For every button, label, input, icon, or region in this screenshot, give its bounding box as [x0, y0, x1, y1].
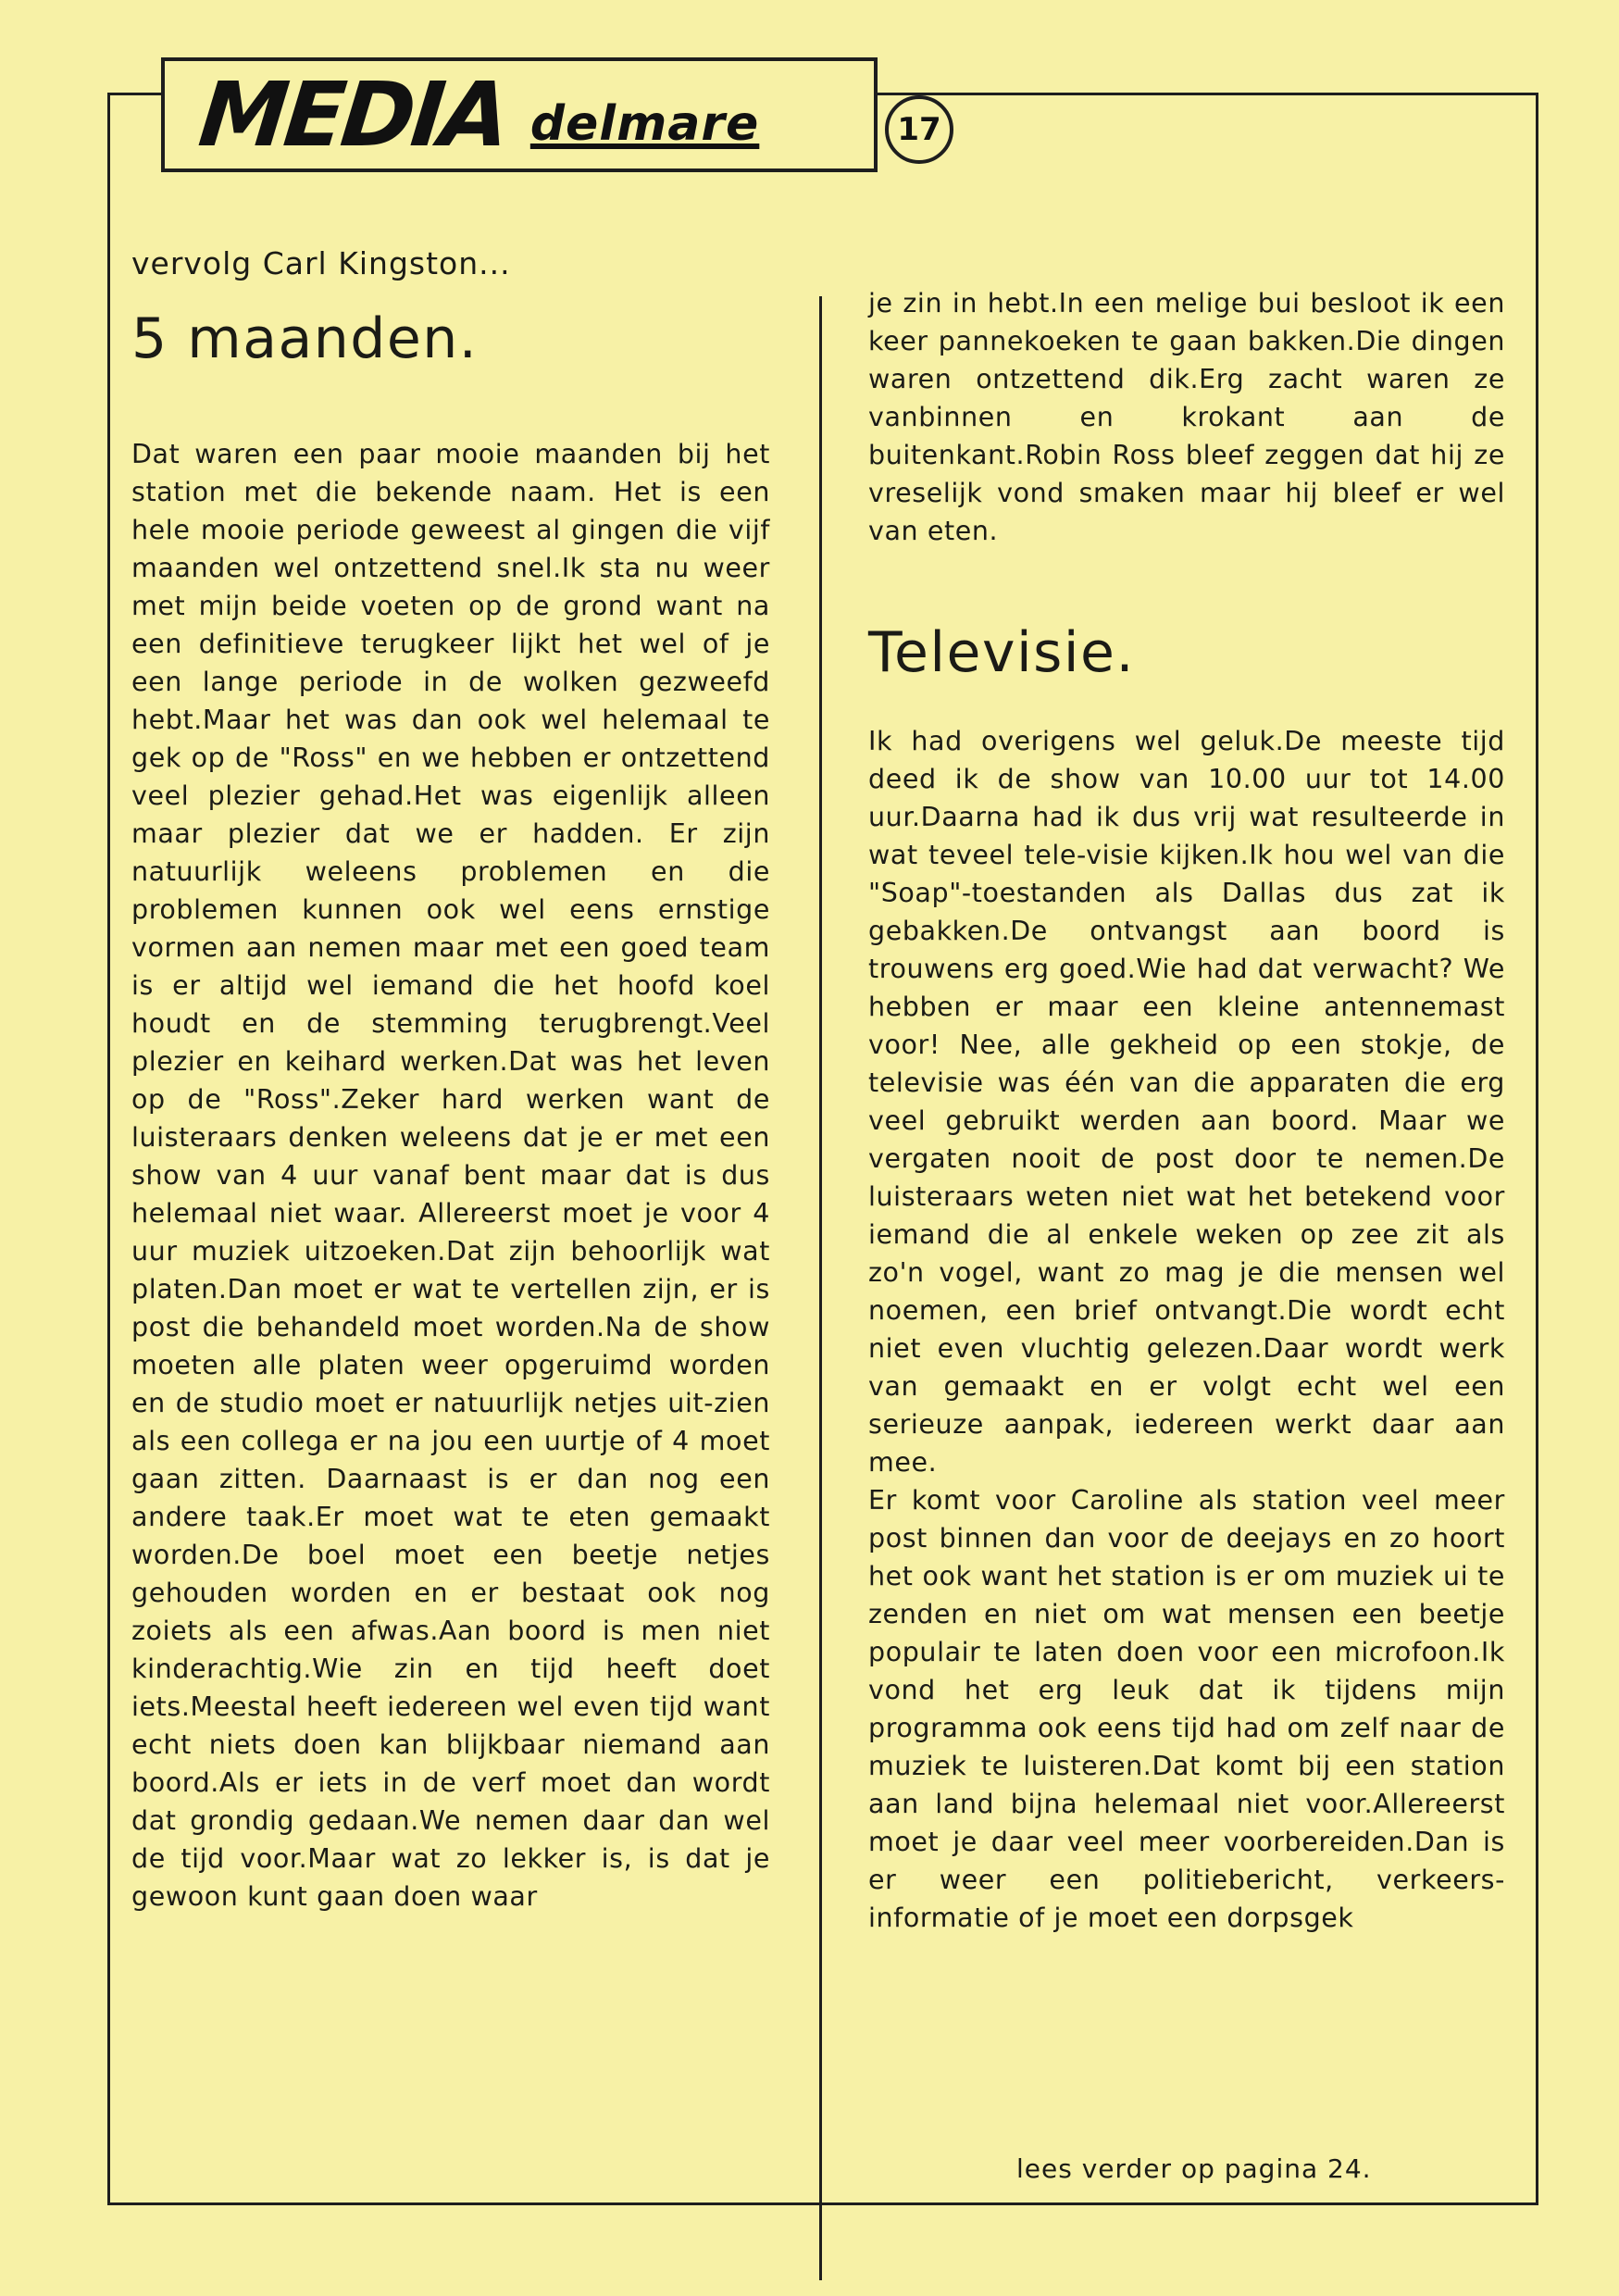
article-paragraph: je zin in hebt.In een melige bui besloot ik een keer pannekoeken te gaan bakken.Die dingen waren ontzettend dik.Erg zacht waren ze vanbinnen en krokant aan de buitenkant.Robin Ross bleef zeggen dat hij ze vreselijk vond smaken maar hij bleef er wel van eten.	[868, 288, 1505, 546]
masthead	[161, 57, 878, 172]
masthead-brand: MEDIA	[194, 63, 512, 167]
left-column	[131, 435, 770, 1915]
section-heading: Televisie.	[868, 620, 1136, 685]
masthead-subtitle: delmare	[529, 96, 760, 152]
article-paragraph: Dat waren een paar mooie maanden bij het station met die bekende naam. Het is een hele mooie periode geweest al gingen die vijf maanden wel ontzettend snel.Ik sta nu weer met mijn beide voeten op de grond want na een definitieve terugkeer lijkt het wel of je een lange periode in de wolken gezweefd hebt.Maar het was dan ook wel helemaal te gek op de "Ross" en we hebben er ontzettend veel plezier gehad.Het was eigenlijk alleen maar plezier dat we er hadden. Er zijn natuurlijk weleens problemen en die problemen kunnen ook wel eens ernstige vormen aan nemen maar met een goed team is er altijd wel iemand die het hoofd koel houdt en de stemming terugbrengt.Veel plezier en keihard werken.Dat was het leven op de "Ross".Zeker hard werken want de luisteraars denken weleens dat je er met een show van 4 uur vanaf bent maar dat is dus helemaal niet waar. Allereerst moet je voor 4 uur muziek uitzoeken.Dat zijn behoorlijk wat platen.Dan moet er wat te vertellen zijn, er is post die behandeld moet worden.Na de show moeten alle platen weer opgeruimd worden en de studio moet er natuurlijk netjes uit-zien als een collega er na jou een uurtje of 4 moet gaan zitten. Daarnaast is er dan nog een andere taak.Er moet wat te eten gemaakt worden.De boel moet een beetje netjes gehouden worden en er bestaat ook nog zoiets als een afwas.Aan boord is men niet kinderachtig.Wie zin en tijd heeft doet iets.Meestal heeft iedereen wel even tijd want echt niets doen kan blijkbaar niemand aan boord.Als er iets in de verf moet dan wordt dat grondig gedaan.We nemen daar dan wel de tijd voor.Maar wat zo lekker is, is dat je gewoon kunt gaan doen waar	[131, 439, 770, 1912]
article-heading: 5 maanden.	[131, 306, 479, 371]
article-paragraph: Ik had overigens wel geluk.De meeste tijd deed ik de show van 10.00 uur tot 14.00 uur.Daarna had ik dus vrij wat resulteerde in wat teveel tele-visie kijken.Ik hou wel van die "Soap"-toestanden als Dallas dus zat ik gebakken.De ontvangst aan boord is trouwens erg goed.Wie had dat verwacht? We hebben er maar een kleine antennemast voor! Nee, alle gekheid op een stokje, de televisie was één van die apparaten die erg veel gebruikt werden aan boord. Maar we vergaten nooit de post door te nemen.De luisteraars weten niet wat het betekend voor iemand die al enkele weken op zee zit als zo'n vogel, want zo mag je die mensen wel noemen, een brief ontvangt.Die wordt echt niet even vluchtig gelezen.Daar wordt werk van gemaakt en er volgt echt wel een serieuze aanpak, iedereen werkt daar aan mee.	[868, 726, 1505, 1478]
article-kicker: vervolg Carl Kingston...	[131, 245, 511, 281]
page-number: 17	[885, 95, 953, 164]
article-paragraph: Er komt voor Caroline als station veel meer post binnen dan voor de deejays en zo hoort het ook want het station is er om muziek ui te zenden en niet om wat mensen een beetje populair te laten doen voor een microfoon.Ik vond het erg leuk dat ik tijdens mijn programma ook eens tijd had om zelf naar de muziek te luisteren.Dat komt bij een station aan land bijna helemaal niet voor.Allereerst moet je daar veel meer voorbereiden.Dan is er weer een politiebericht, verkeers-informatie of je moet een dorpsgek	[868, 1485, 1505, 1933]
right-column-top	[868, 284, 1505, 550]
column-divider	[819, 296, 822, 2280]
right-column-bottom	[868, 722, 1505, 1937]
continued-note: lees verder op pagina 24.	[1016, 2153, 1372, 2184]
